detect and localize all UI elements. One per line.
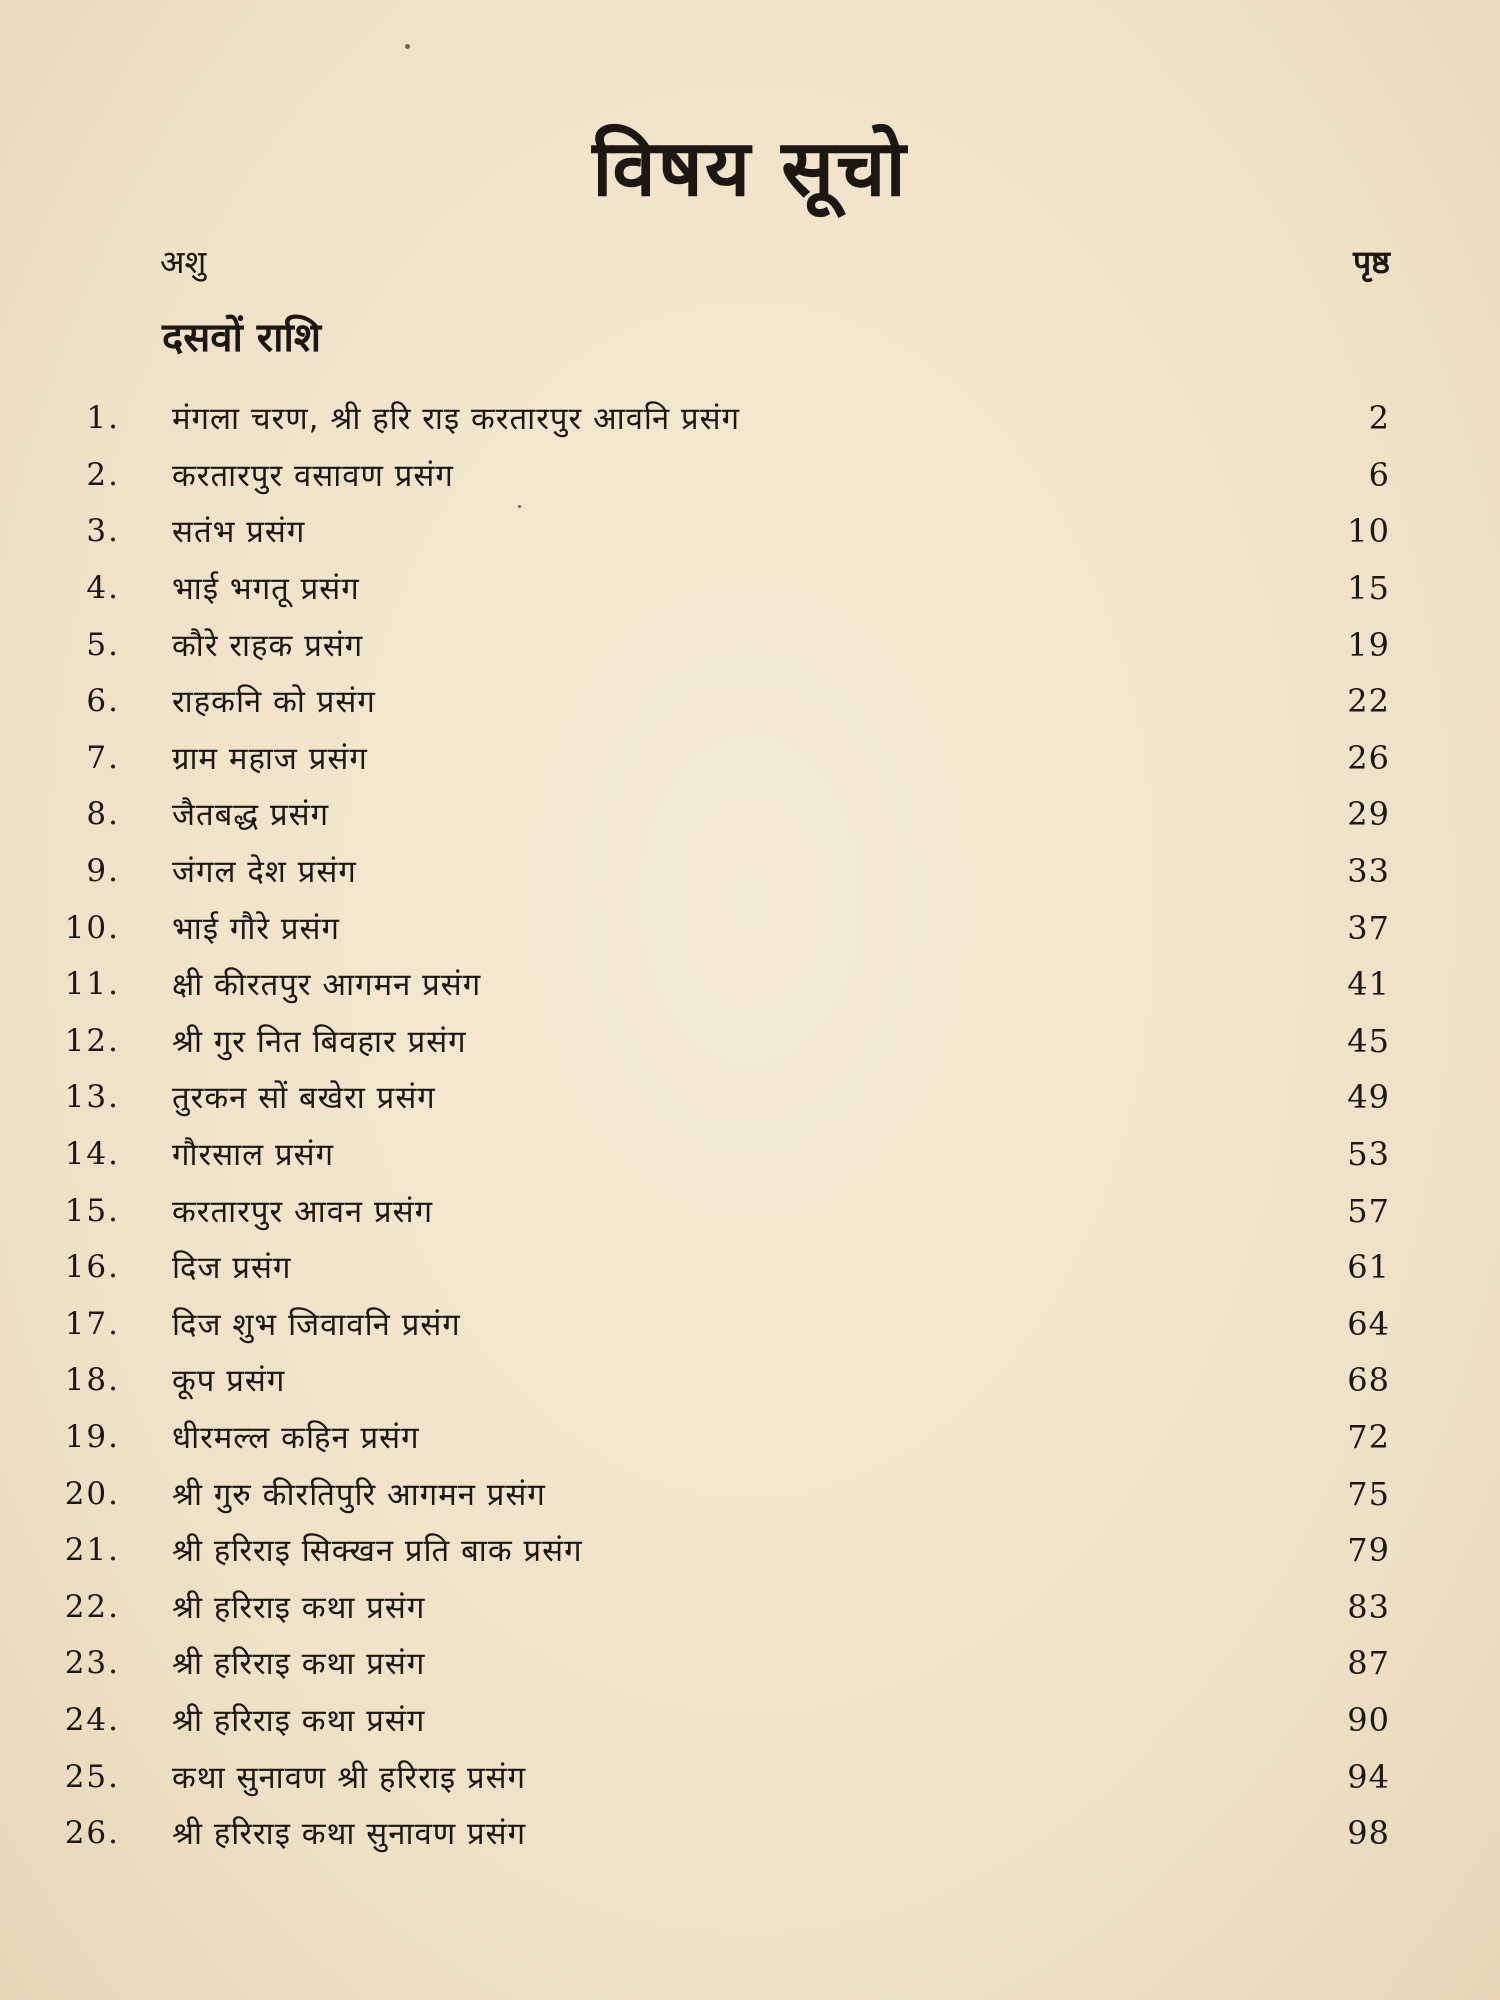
entry-page: 79	[1347, 1531, 1390, 1570]
toc-entry	[60, 447, 1390, 504]
toc-entry	[60, 730, 1390, 787]
entry-title: करतारपुर आवन प्रसंग	[172, 1193, 434, 1230]
ink-speck	[405, 44, 410, 49]
toc-entry	[60, 560, 1390, 617]
section-heading: दसवों राशि	[162, 315, 322, 361]
entry-page: 22	[1347, 682, 1390, 721]
entry-page: 19	[1347, 625, 1390, 664]
entry-number: 6.	[86, 683, 120, 720]
entry-page: 2	[1368, 399, 1390, 438]
toc-entry	[60, 1296, 1390, 1353]
entry-title: जैतबद्ध प्रसंग	[172, 797, 330, 834]
toc-entry	[60, 1182, 1390, 1239]
entry-page: 98	[1347, 1814, 1390, 1853]
entry-title: दिज शुभ जिवावनि प्रसंग	[172, 1306, 461, 1343]
entry-number: 19.	[64, 1418, 120, 1455]
entry-number: 5.	[86, 626, 120, 663]
entry-page: 75	[1347, 1474, 1390, 1513]
entry-number: 24.	[64, 1701, 120, 1738]
chapter-column-header: अशु	[160, 243, 207, 281]
entry-title: जंगल देश प्रसंग	[172, 854, 357, 891]
entry-page: 37	[1347, 908, 1390, 947]
entry-title: तुरकन सों बखेरा प्रसंग	[172, 1080, 436, 1117]
entry-title: श्री हरिराइ कथा सुनावण प्रसंग	[172, 1816, 527, 1853]
toc-entry	[60, 843, 1390, 900]
entry-page: 90	[1347, 1700, 1390, 1739]
entry-number: 16.	[64, 1249, 120, 1286]
entry-page: 49	[1347, 1078, 1390, 1117]
entry-page: 6	[1368, 455, 1390, 494]
toc-entry	[60, 786, 1390, 843]
toc-entry	[60, 503, 1390, 560]
toc-entry	[60, 673, 1390, 730]
entry-title: भाई भगतू प्रसंग	[172, 571, 360, 608]
toc-entry	[60, 1635, 1390, 1692]
toc-entry	[60, 956, 1390, 1013]
entry-title: गौरसाल प्रसंग	[172, 1137, 335, 1174]
entry-number: 21.	[64, 1532, 120, 1569]
entry-page: 29	[1347, 795, 1390, 834]
toc-entry	[60, 1692, 1390, 1749]
entry-page: 61	[1347, 1248, 1390, 1287]
toc-entry	[60, 899, 1390, 956]
toc-entry	[60, 1069, 1390, 1126]
entry-title: कौरे राहक प्रसंग	[172, 627, 364, 664]
page-column-header: पृष्ठ	[1352, 243, 1390, 281]
entry-number: 20.	[64, 1475, 120, 1512]
toc-entry	[60, 1578, 1390, 1635]
entry-page: 10	[1347, 512, 1390, 551]
entry-page: 83	[1347, 1587, 1390, 1626]
entry-title: दिज प्रसंग	[172, 1250, 292, 1287]
entry-title: भाई गौरे प्रसंग	[172, 910, 340, 947]
entry-number: 7.	[86, 739, 120, 776]
entry-page: 15	[1347, 569, 1390, 608]
entry-number: 15.	[64, 1192, 120, 1229]
toc-entry	[60, 390, 1390, 447]
entry-title: श्री हरिराइ कथा प्रसंग	[172, 1646, 426, 1683]
entry-number: 1.	[86, 400, 120, 437]
entry-title: करतारपुर वसावण प्रसंग	[172, 457, 454, 494]
entry-title: श्री हरिराइ सिक्खन प्रति बाक प्रसंग	[172, 1533, 583, 1570]
toc-entry	[60, 1239, 1390, 1296]
entry-title: श्री हरिराइ कथा प्रसंग	[172, 1702, 426, 1739]
toc-entry	[60, 1805, 1390, 1862]
toc-entry	[60, 1409, 1390, 1466]
entry-title: क्षी कीरतपुर आगमन प्रसंग	[172, 967, 482, 1004]
entry-title: श्री गुर नित बिवहार प्रसंग	[172, 1023, 467, 1060]
entry-page: 45	[1347, 1021, 1390, 1060]
entry-number: 8.	[86, 796, 120, 833]
toc-entry	[60, 1013, 1390, 1070]
entry-page: 33	[1347, 852, 1390, 891]
entry-page: 57	[1347, 1191, 1390, 1230]
entry-title: कथा सुनावण श्री हरिराइ प्रसंग	[172, 1759, 527, 1796]
entry-title: श्री हरिराइ कथा प्रसंग	[172, 1589, 426, 1626]
entry-number: 23.	[64, 1645, 120, 1682]
toc-entry	[60, 1748, 1390, 1805]
entry-number: 18.	[64, 1362, 120, 1399]
entry-number: 22.	[64, 1588, 120, 1625]
page-title: विषय सूचो	[592, 124, 908, 214]
entry-title: राहकनि को प्रसंग	[172, 684, 376, 721]
entry-number: 13.	[64, 1079, 120, 1116]
entry-title: मंगला चरण, श्री हरि राइ करतारपुर आवनि प्रसंग	[172, 401, 741, 438]
entry-number: 9.	[86, 853, 120, 890]
entry-title: ग्राम महाज प्रसंग	[172, 740, 368, 777]
entry-page: 26	[1347, 738, 1390, 777]
entry-page: 53	[1347, 1135, 1390, 1174]
entry-page: 68	[1347, 1361, 1390, 1400]
entry-title: धीरमल्ल कहिन प्रसंग	[172, 1419, 420, 1456]
entry-page: 87	[1347, 1644, 1390, 1683]
entry-number: 3.	[86, 513, 120, 550]
entry-number: 14.	[64, 1136, 120, 1173]
entry-number: 10.	[64, 909, 120, 946]
entry-title: सतंभ प्रसंग	[172, 514, 306, 551]
toc-entry	[60, 616, 1390, 673]
toc-entry	[60, 1465, 1390, 1522]
entry-page: 72	[1347, 1417, 1390, 1456]
entry-page: 64	[1347, 1304, 1390, 1343]
entry-title: श्री गुरु कीरतिपुरि आगमन प्रसंग	[172, 1476, 546, 1513]
table-of-contents	[60, 390, 1390, 1861]
toc-entry	[60, 1522, 1390, 1579]
entry-number: 4.	[86, 570, 120, 607]
entry-number: 12.	[64, 1022, 120, 1059]
entry-number: 26.	[64, 1815, 120, 1852]
entry-number: 11.	[64, 966, 120, 1003]
entry-page: 41	[1347, 965, 1390, 1004]
entry-number: 25.	[64, 1758, 120, 1795]
entry-title: कूप प्रसंग	[172, 1363, 286, 1400]
toc-entry	[60, 1126, 1390, 1183]
toc-entry	[60, 1352, 1390, 1409]
entry-number: 17.	[64, 1305, 120, 1342]
entry-number: 2.	[86, 456, 120, 493]
entry-page: 94	[1347, 1757, 1390, 1796]
